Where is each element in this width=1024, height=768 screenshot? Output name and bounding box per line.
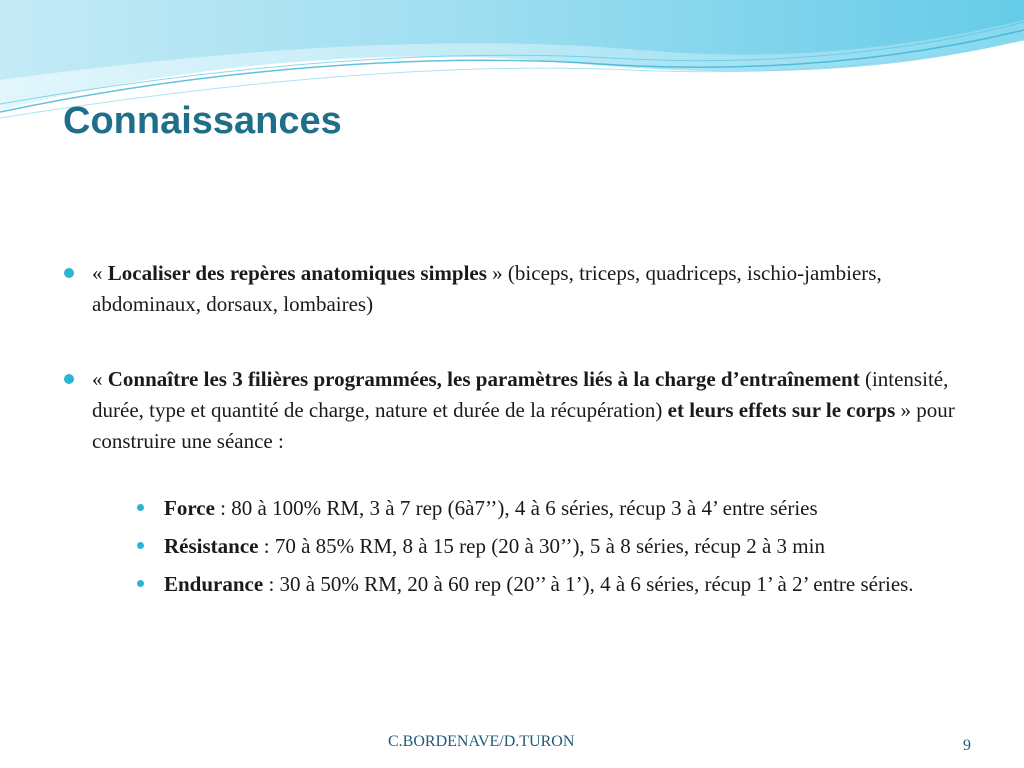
bullet-2-mid-text: (intensité, durée, type et quantité de charge, nature et durée de la récupération) — [92, 367, 949, 422]
sub-bullet-label: Force — [164, 496, 215, 520]
slide-title: Connaissances — [63, 100, 342, 142]
bullet-1-bold-text: Localiser des repères anatomiques simples — [107, 261, 487, 285]
bullet-dot-icon — [137, 542, 144, 549]
slide-content — [64, 258, 964, 607]
bullet-item-1 — [64, 258, 964, 320]
bullet-1-open-quote: « — [92, 261, 108, 285]
sub-bullet-list — [64, 493, 964, 600]
sub-bullet-force — [164, 493, 944, 524]
sub-bullet-endurance — [164, 569, 944, 600]
sub-bullet-label: Résistance — [164, 534, 259, 558]
bullet-1-rest-text: » (biceps, triceps, quadriceps, ischio-jambiers, abdominaux, dorsaux, lombaires) — [92, 261, 882, 316]
sub-bullet-text: : 30 à 50% RM, 20 à 60 rep (20’’ à 1’), 4 à 6 séries, récup 1’ à 2’ entre séries. — [263, 572, 914, 596]
sub-bullet-resistance — [164, 531, 944, 562]
footer-authors: C.BORDENAVE/D.TURON — [388, 733, 575, 750]
sub-bullet-text: : 70 à 85% RM, 8 à 15 rep (20 à 30’’), 5 à 8 séries, récup 2 à 3 min — [258, 534, 825, 558]
bullet-2-rest-text: » pour construire une séance : — [92, 398, 955, 453]
page-number: 9 — [963, 737, 971, 754]
bullet-2-bold-text-2: et leurs effets sur le corps — [667, 398, 896, 422]
bullet-2-bold-text: Connaître les 3 filières programmées, les paramètres liés à la charge d’entraînement — [107, 367, 860, 391]
sub-bullet-label: Endurance — [164, 572, 264, 596]
bullet-item-2 — [64, 364, 964, 457]
sub-bullet-text: : 80 à 100% RM, 3 à 7 rep (6à7’’), 4 à 6 séries, récup 3 à 4’ entre séries — [214, 496, 818, 520]
bullet-2-open-quote: « — [92, 367, 108, 391]
bullet-dot-icon — [137, 580, 144, 587]
bullet-dot-icon — [137, 504, 144, 511]
